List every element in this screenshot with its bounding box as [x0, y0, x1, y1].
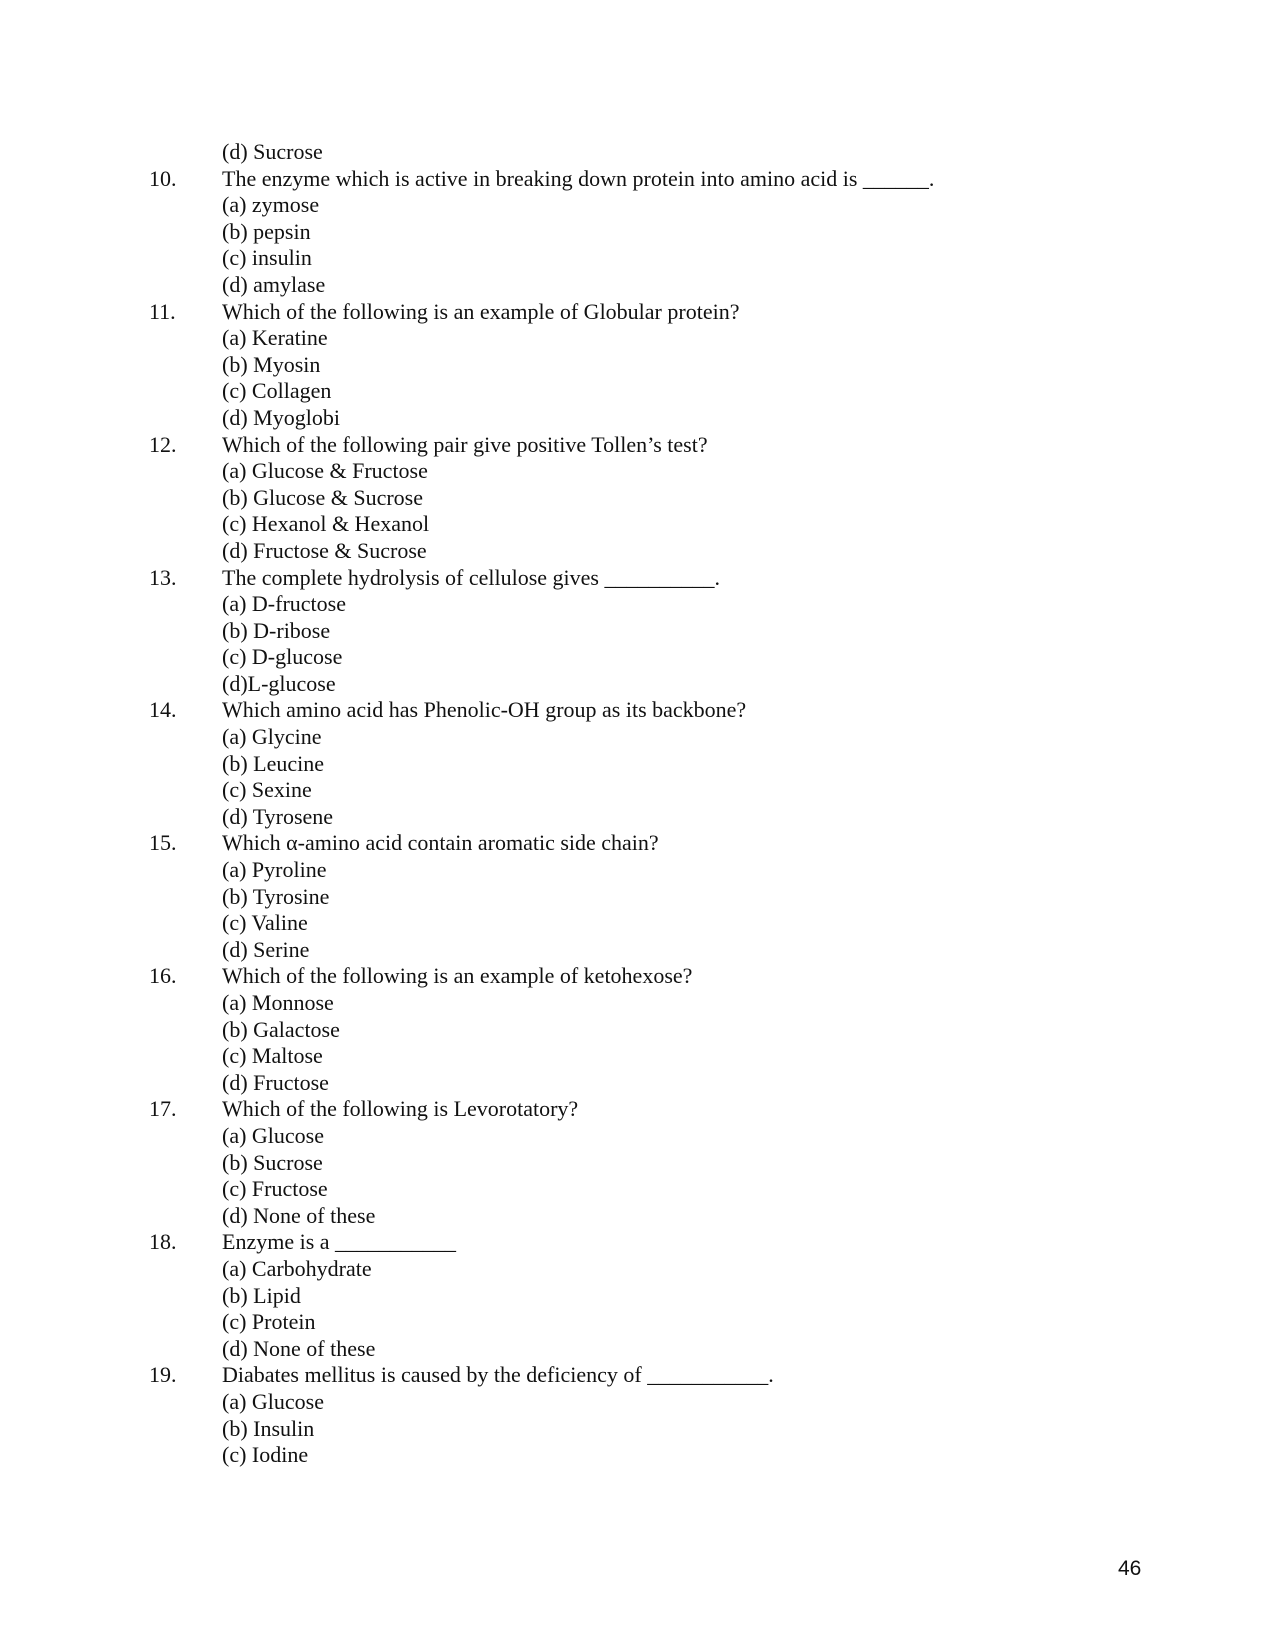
option-line — [0, 378, 1275, 405]
question-line — [0, 299, 1275, 326]
option-text: (d) None of these — [222, 1335, 376, 1361]
option-text: (a) Glucose — [222, 1388, 325, 1414]
question-text: Which α-amino acid contain aromatic side chain? — [222, 830, 659, 856]
option-line — [0, 458, 1275, 485]
question-line — [0, 1096, 1275, 1123]
option-line — [0, 219, 1275, 246]
option-line — [0, 671, 1275, 698]
option-text: (b) Sucrose — [222, 1149, 323, 1175]
option-text: (b) Insulin — [222, 1415, 315, 1441]
option-text: (b) Myosin — [222, 351, 321, 377]
option-line — [0, 644, 1275, 671]
option-line — [0, 139, 1275, 166]
question-number: 10. — [149, 165, 177, 191]
question-text: The enzyme which is active in breaking down protein into amino acid is ______. — [222, 165, 935, 191]
option-line — [0, 511, 1275, 538]
question-line — [0, 1229, 1275, 1256]
option-text: (b) Lipid — [222, 1282, 301, 1308]
option-line — [0, 192, 1275, 219]
question-number: 19. — [149, 1362, 177, 1388]
option-text: (a) Glycine — [222, 724, 322, 750]
option-line — [0, 1070, 1275, 1097]
option-line — [0, 884, 1275, 911]
option-text: (d) Tyrosene — [222, 803, 334, 829]
option-text: (c) D-glucose — [222, 644, 343, 670]
question-number: 16. — [149, 963, 177, 989]
question-number: 12. — [149, 431, 177, 457]
option-text: (b) pepsin — [222, 218, 311, 244]
option-text: (d) Sucrose — [222, 139, 323, 164]
option-text: (d) Myoglobi — [222, 404, 340, 430]
option-text: (a) Carbohydrate — [222, 1255, 372, 1281]
option-line — [0, 1309, 1275, 1336]
question-number: 11. — [149, 298, 176, 324]
option-line — [0, 777, 1275, 804]
question-number: 14. — [149, 697, 177, 723]
question-text: Which amino acid has Phenolic-OH group as its backbone? — [222, 697, 747, 723]
option-line — [0, 804, 1275, 831]
page-number: 46 — [1118, 1557, 1142, 1580]
option-line — [0, 1150, 1275, 1177]
option-line — [0, 591, 1275, 618]
option-text: (b) Leucine — [222, 750, 324, 776]
option-line — [0, 1017, 1275, 1044]
question-line — [0, 697, 1275, 724]
option-line — [0, 1203, 1275, 1230]
question-text: The complete hydrolysis of cellulose gives __________. — [222, 564, 720, 590]
option-line — [0, 352, 1275, 379]
question-line — [0, 963, 1275, 990]
option-text: (a) Glucose & Fructose — [222, 458, 428, 484]
option-line — [0, 245, 1275, 272]
option-line — [0, 910, 1275, 937]
option-text: (c) Iodine — [222, 1442, 309, 1468]
option-text: (b) D-ribose — [222, 617, 331, 643]
question-text: Which of the following is an example of Globular protein? — [222, 298, 740, 324]
question-number: 17. — [149, 1096, 177, 1122]
option-text: (a) Monnose — [222, 990, 334, 1015]
option-line — [0, 1336, 1275, 1363]
option-line — [0, 485, 1275, 512]
option-text: (c) Collagen — [222, 378, 332, 404]
option-text: (a) D-fructose — [222, 591, 346, 617]
option-text: (d)L-glucose — [222, 670, 336, 696]
option-line — [0, 724, 1275, 751]
option-text: (d) None of these — [222, 1202, 376, 1228]
option-text: (b) Galactose — [222, 1016, 340, 1042]
option-text: (b) Glucose & Sucrose — [222, 484, 424, 510]
option-line — [0, 1176, 1275, 1203]
option-line — [0, 1442, 1275, 1469]
option-line — [0, 1283, 1275, 1310]
question-list — [0, 139, 1275, 1469]
option-text: (c) Valine — [222, 910, 308, 936]
question-line — [0, 830, 1275, 857]
option-line — [0, 1416, 1275, 1443]
option-text: (c) insulin — [222, 245, 312, 271]
option-text: (c) Maltose — [222, 1043, 323, 1069]
question-number: 13. — [149, 564, 177, 590]
option-text: (d) amylase — [222, 271, 326, 297]
option-line — [0, 538, 1275, 565]
option-line — [0, 990, 1275, 1017]
question-text: Diabates mellitus is caused by the deficiency of ___________. — [222, 1362, 774, 1388]
option-line — [0, 1256, 1275, 1283]
question-text: Which of the following is an example of ketohexose? — [222, 963, 693, 989]
option-text: (d) Fructose & Sucrose — [222, 537, 427, 563]
option-text: (a) Pyroline — [222, 857, 327, 883]
option-line — [0, 751, 1275, 778]
option-text: (c) Protein — [222, 1309, 316, 1335]
option-text: (a) Glucose — [222, 1122, 325, 1148]
option-line — [0, 1123, 1275, 1150]
option-line — [0, 937, 1275, 964]
option-text: (d) Serine — [222, 936, 310, 962]
option-line — [0, 325, 1275, 352]
option-line — [0, 272, 1275, 299]
option-line — [0, 857, 1275, 884]
question-text: Which of the following is Levorotatory? — [222, 1096, 579, 1122]
option-text: (a) Keratine — [222, 325, 328, 351]
question-line — [0, 432, 1275, 459]
question-line — [0, 166, 1275, 193]
option-text: (c) Sexine — [222, 777, 312, 803]
question-text: Which of the following pair give positive Tollen’s test? — [222, 431, 708, 457]
question-number: 15. — [149, 830, 177, 856]
option-line — [0, 405, 1275, 432]
question-text: Enzyme is a ___________ — [222, 1229, 457, 1255]
option-text: (b) Tyrosine — [222, 883, 330, 909]
option-line — [0, 1389, 1275, 1416]
question-line — [0, 1362, 1275, 1389]
option-text: (d) Fructose — [222, 1069, 329, 1095]
option-line — [0, 1043, 1275, 1070]
option-line — [0, 618, 1275, 645]
option-text: (c) Hexanol & Hexanol — [222, 511, 430, 537]
question-line — [0, 565, 1275, 592]
option-text: (c) Fructose — [222, 1176, 328, 1202]
option-text: (a) zymose — [222, 192, 320, 218]
question-number: 18. — [149, 1229, 177, 1255]
